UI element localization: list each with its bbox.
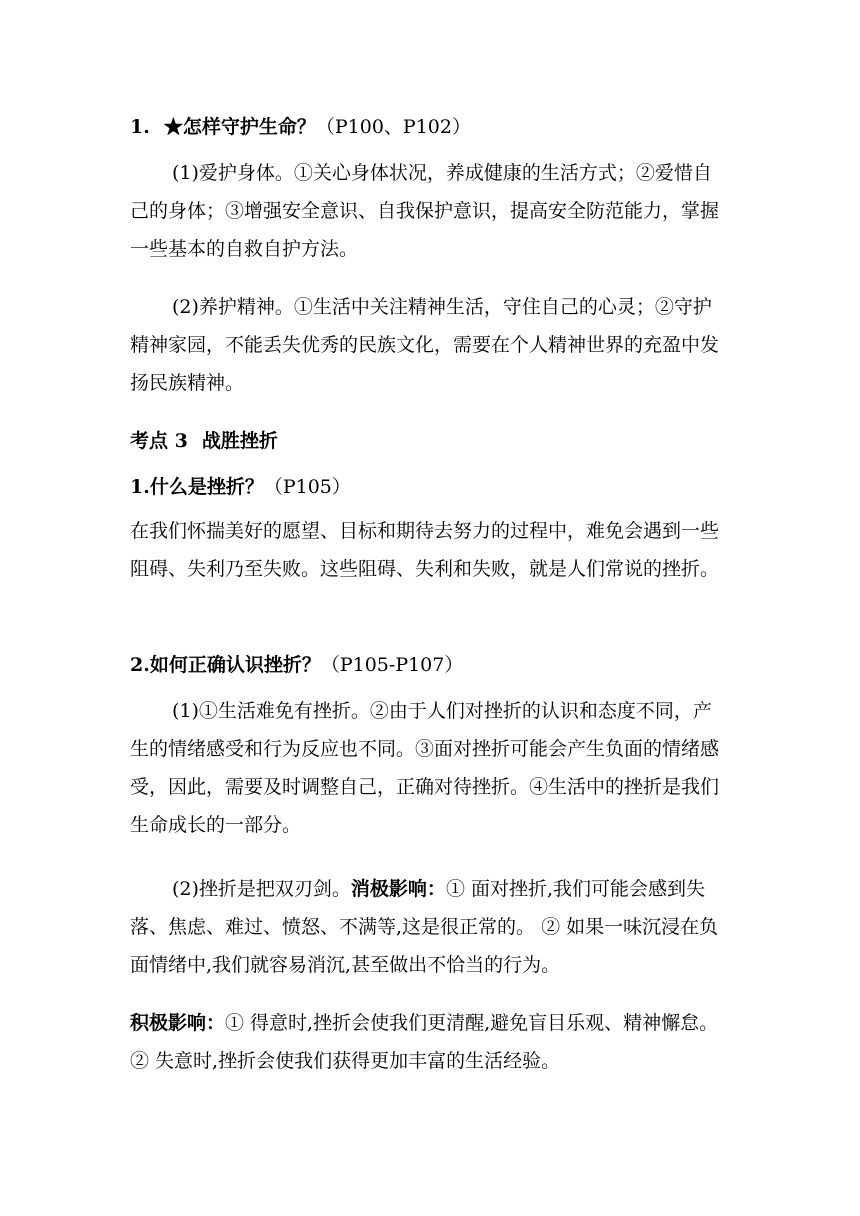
section-heading bbox=[130, 422, 730, 460]
paragraph-definition: 在我们怀揣美好的愿望、目标和期待去努力的过程中，难免会遇到一些阻碍、失利乃至失败。这些阻碍、失利和失败，就是人们常说的挫折。 bbox=[130, 520, 720, 580]
negative-impact-label: 消极影响： bbox=[350, 878, 446, 900]
question-1-heading bbox=[130, 108, 730, 146]
negative-impact-text: ① 面对挫折,我们可能会感到失落、焦虑、难过、愤怒、不满等,这是很正常的。 ② 如果一味沉浸在负面情绪中,我们就容易消沉,甚至做出不恰当的行为。 bbox=[130, 878, 719, 976]
paragraph-protect-body: (1)爱护身体。①关心身体状况，养成健康的生活方式；②爱惜自己的身体；③增强安全意识、自我保护意识，提高安全防范能力，掌握一些基本的自救自护方法。 bbox=[130, 162, 720, 260]
section-label: 考点 3 bbox=[130, 430, 188, 452]
paragraph-nourish-spirit: (2)养护精神。①生活中关注精神生活，守住自己的心灵；②守护精神家园，不能丢失优秀的民族文化，需要在个人精神世界的充盈中发扬民族精神。 bbox=[130, 296, 720, 394]
positive-impact-text: ① 得意时,挫折会使我们更清醒,避免盲目乐观、精神懈怠。 ② 失意时,挫折会使我们获得更加丰富的生活经验。 bbox=[130, 1012, 719, 1072]
question-2-page-ref: （P105） bbox=[263, 476, 351, 498]
section-title: 战胜挫折 bbox=[201, 430, 278, 452]
question-1-page-ref: （P100、P102） bbox=[315, 116, 471, 138]
paragraph-positive-impact bbox=[130, 1004, 730, 1080]
double-edged-intro: (2)挫折是把双刃剑。 bbox=[172, 878, 351, 900]
question-3-heading bbox=[130, 646, 730, 684]
question-1-number: 1. bbox=[130, 116, 150, 138]
question-3-page-ref: （P105-P107） bbox=[320, 654, 464, 676]
question-3-title: 2.如何正确认识挫折？ bbox=[130, 654, 321, 676]
positive-impact-label: 积极影响： bbox=[130, 1012, 226, 1034]
question-1-title: ★怎样守护生命？ bbox=[163, 116, 316, 138]
paragraph-double-edged bbox=[130, 870, 730, 984]
paragraph-understanding: (1)①生活难免有挫折。②由于人们对挫折的认识和态度不同，产生的情绪感受和行为反应也不同。③面对挫折可能会产生负面的情绪感受，因此，需要及时调整自己，正确对待挫折。④生活中的挫折是我们生命成长的一部分。 bbox=[130, 700, 720, 836]
question-2-heading bbox=[130, 468, 730, 506]
question-2-title: 1.什么是挫折？ bbox=[130, 476, 264, 498]
